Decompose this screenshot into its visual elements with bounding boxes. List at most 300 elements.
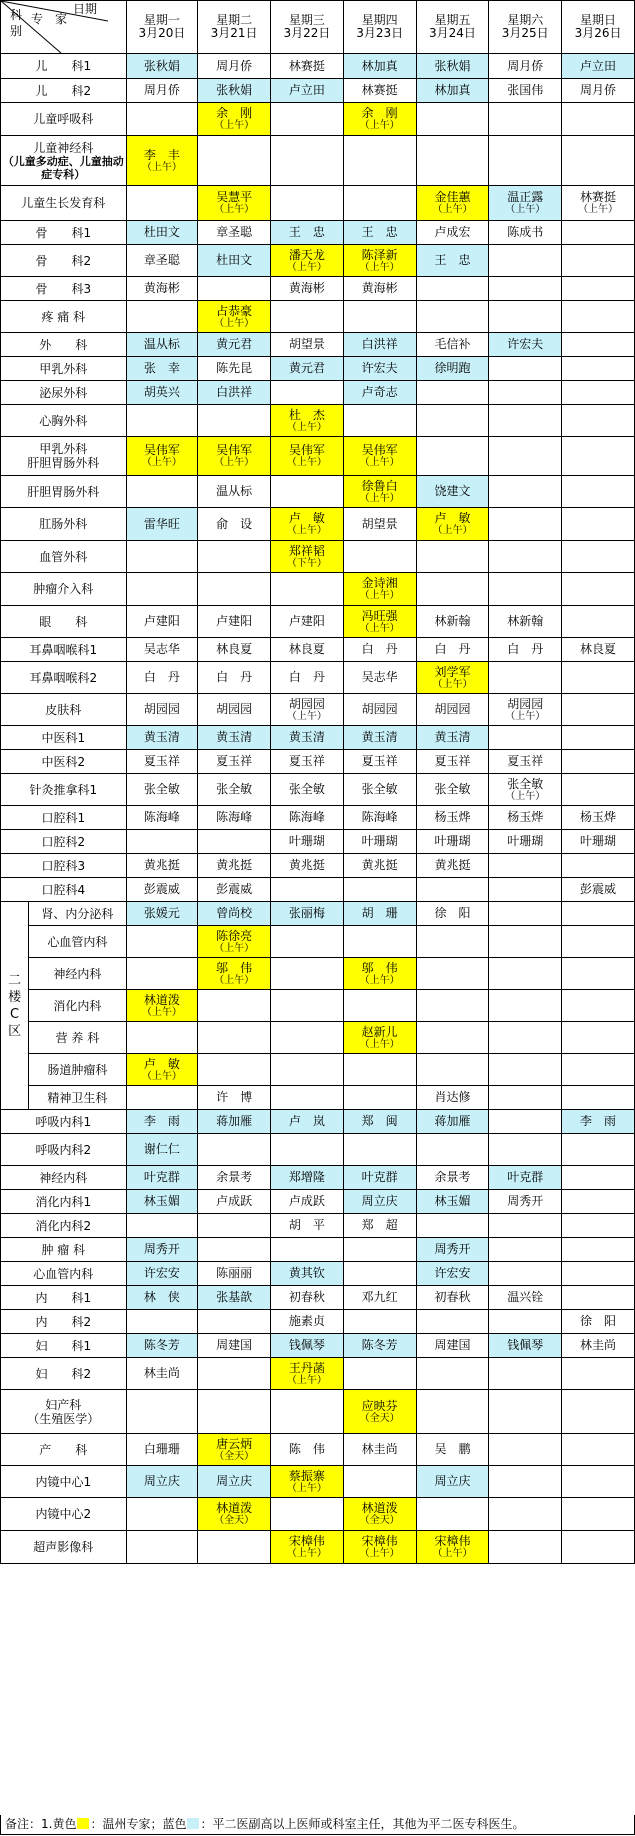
empty-cell: [126, 476, 198, 508]
empty-cell: [562, 926, 635, 958]
doctor-name: 温兴铨: [507, 1290, 544, 1304]
doctor-name: 张全敏: [143, 782, 180, 796]
doctor-cell: [343, 1166, 416, 1190]
doctor-cell: [198, 1334, 271, 1358]
doctor-cell: [126, 726, 198, 750]
doctor-name: 陈徐亮: [216, 928, 253, 943]
doctor-name: 林道泼: [143, 992, 180, 1007]
doctor-cell: [271, 1166, 344, 1190]
doctor-cell: [489, 221, 562, 245]
session-note: （上午）: [214, 204, 255, 215]
table-row: [1, 277, 635, 301]
empty-cell: [562, 1054, 635, 1086]
doctor-name: 张全敏: [361, 782, 398, 796]
doctor-cell: [126, 1190, 198, 1214]
session-note: （上午）: [359, 492, 400, 504]
doctor-cell: [343, 606, 416, 638]
doctor-cell: [198, 1498, 271, 1531]
empty-cell: [271, 1054, 344, 1086]
empty-cell: [126, 1390, 198, 1434]
doctor-cell: [271, 405, 344, 437]
doctor-name: 许 博: [216, 1090, 253, 1104]
empty-cell: [489, 1262, 562, 1286]
table-row: [1, 405, 635, 437]
doctor-name: 冯旺强: [361, 608, 398, 623]
table-row: [1, 750, 635, 774]
dept-cell: [29, 902, 126, 926]
day-header: [198, 1, 271, 54]
session-note: （上午）: [141, 457, 182, 468]
doctor-name: 黄兆挺: [434, 858, 471, 872]
empty-cell: [489, 1531, 562, 1564]
dept-name: 精神卫生科: [47, 1090, 108, 1105]
doctor-name: 王丹菡: [288, 1360, 325, 1375]
doctor-cell: [198, 606, 271, 638]
doctor-name: 白 丹: [143, 670, 180, 684]
session-note: （上午）: [359, 1548, 400, 1559]
session-note: （上午）: [141, 1006, 182, 1018]
empty-cell: [198, 1310, 271, 1334]
dept-name: 儿童呼吸科: [33, 112, 94, 126]
session-note: （上午）: [432, 678, 473, 690]
dept-name: 呼吸内科2: [35, 1142, 92, 1157]
dept-cell: [1, 405, 127, 437]
doctor-cell: [126, 508, 198, 541]
doctor-name: 彭震威: [216, 882, 253, 896]
doctor-name: 夏玉祥: [434, 754, 471, 768]
doctor-name: 卢 敏: [434, 511, 471, 525]
empty-cell: [416, 1022, 489, 1054]
doctor-cell: [489, 1166, 562, 1190]
doctor-name: 彭震威: [580, 882, 617, 896]
empty-cell: [126, 1022, 198, 1054]
doctor-name: 周月侨: [143, 83, 180, 97]
floor-group-label: [1, 902, 29, 1110]
empty-cell: [271, 573, 344, 606]
corner-dept-label: 科别: [9, 8, 22, 38]
empty-cell: [562, 573, 635, 606]
doctor-name: 陈海峰: [216, 810, 253, 824]
empty-cell: [489, 1054, 562, 1086]
day-header: [343, 1, 416, 54]
dept-cell: [1, 694, 127, 726]
empty-cell: [489, 573, 562, 606]
dept-name: 皮肤科: [45, 702, 82, 717]
doctor-name: 杨玉烨: [507, 810, 544, 824]
empty-cell: [343, 301, 416, 333]
doctor-cell: [126, 1286, 198, 1310]
doctor-name: 徐明跑: [434, 361, 471, 375]
table-row: [1, 958, 635, 990]
empty-cell: [489, 1110, 562, 1134]
doctor-cell: [271, 54, 344, 79]
empty-cell: [562, 774, 635, 806]
empty-cell: [271, 1498, 344, 1531]
doctor-name: 林赛挺: [361, 83, 398, 97]
doctor-name: 卢成跃: [288, 1194, 325, 1208]
dept-name: 中医科2: [41, 754, 86, 769]
date: 3月26日: [574, 26, 622, 40]
dept-cell: [1, 1434, 127, 1466]
doctor-cell: [126, 54, 198, 79]
doctor-name: 胡园园: [288, 696, 325, 711]
dept-cell: [1, 136, 127, 186]
empty-cell: [416, 958, 489, 990]
doctor-name: 杜田文: [143, 225, 180, 239]
empty-cell: [489, 1022, 562, 1054]
doctor-name: 黄兆挺: [288, 858, 325, 872]
doctor-cell: [489, 79, 562, 103]
session-note: （上午）: [141, 1070, 182, 1082]
dept-name: 肿瘤介入科: [33, 582, 94, 596]
table-row: [1, 54, 635, 79]
doctor-cell: [198, 878, 271, 902]
table-row: [1, 1238, 635, 1262]
doctor-cell: [271, 694, 344, 726]
table-row: [1, 541, 635, 573]
doctor-cell: [343, 79, 416, 103]
dept-name: 儿童神经科: [33, 140, 94, 155]
footer-prefix: 备注：1.黄色: [5, 1817, 77, 1831]
empty-cell: [562, 277, 635, 301]
doctor-cell: [343, 662, 416, 694]
table-row: [1, 1022, 635, 1054]
empty-cell: [271, 958, 344, 990]
dept-cell: [1, 277, 127, 301]
empty-cell: [126, 103, 198, 136]
dept-name: 中医科1: [41, 730, 86, 745]
doctor-name: 黄兆挺: [216, 858, 253, 872]
session-note: （全天）: [214, 1450, 255, 1462]
header-corner: [1, 1, 127, 54]
session-note: （上午）: [359, 974, 400, 986]
doctor-cell: [271, 1286, 344, 1310]
doctor-cell: [198, 186, 271, 221]
doctor-cell: [343, 1110, 416, 1134]
doctor-name: 卢成跃: [216, 1194, 253, 1208]
dept-cell: [1, 103, 127, 136]
doctor-name: 林加真: [434, 83, 471, 97]
weekday: 星期六: [507, 13, 544, 27]
doctor-name: 吴伟军: [288, 443, 325, 457]
doctor-name: 许宏安: [434, 1266, 471, 1280]
dept-name: 口腔科4: [41, 882, 86, 897]
doctor-cell: [198, 1466, 271, 1498]
doctor-cell: [271, 1466, 344, 1498]
day-header: [126, 1, 198, 54]
doctor-cell: [126, 854, 198, 878]
doctor-name: 张秋娟: [216, 83, 253, 97]
dept-name-line2: （生殖医学）: [27, 1411, 100, 1426]
dept-name: 肠道肿瘤科: [47, 1062, 108, 1077]
dept-cell: [1, 186, 127, 221]
doctor-name: 彭震威: [143, 882, 180, 896]
empty-cell: [271, 1086, 344, 1110]
doctor-name: 叶珊瑚: [288, 834, 325, 848]
session-note: （上午）: [214, 942, 255, 954]
dept-name: 妇 科1: [35, 1338, 92, 1353]
empty-cell: [489, 1086, 562, 1110]
doctor-cell: [343, 333, 416, 357]
doctor-name: 叶克群: [507, 1170, 544, 1184]
dept-name: 消化内科: [53, 998, 102, 1013]
dept-name: 消化内科2: [35, 1218, 92, 1233]
empty-cell: [562, 1086, 635, 1110]
doctor-cell: [416, 1334, 489, 1358]
doctor-name: 林玉媚: [143, 1194, 180, 1208]
doctor-name: 张秋娟: [143, 58, 180, 73]
doctor-name: 周立庆: [434, 1474, 471, 1488]
doctor-name: 郑增隆: [288, 1170, 325, 1184]
session-note: （上午）: [214, 317, 255, 329]
empty-cell: [489, 357, 562, 381]
empty-cell: [562, 476, 635, 508]
doctor-name: 白洪祥: [216, 385, 253, 399]
session-note: （上午）: [286, 525, 327, 536]
doctor-cell: [126, 1134, 198, 1166]
session-note: （上午）: [505, 204, 546, 215]
empty-cell: [198, 1022, 271, 1054]
doctor-cell: [271, 1531, 344, 1564]
doctor-name: 陈海峰: [288, 810, 325, 824]
doctor-cell: [271, 79, 344, 103]
doctor-name: 陈冬芳: [143, 1338, 180, 1352]
date: 3月20日: [138, 26, 186, 40]
doctor-name: 林良夏: [580, 642, 617, 656]
weekday: 星期日: [580, 13, 617, 27]
doctor-name: 夏玉祥: [507, 754, 544, 768]
doctor-cell: [343, 1190, 416, 1214]
doctor-name: 林道泼: [361, 1501, 398, 1515]
doctor-cell: [126, 638, 198, 662]
doctor-cell: [126, 662, 198, 694]
doctor-name: 卢 敏: [143, 1056, 180, 1071]
doctor-name: 林赛挺: [288, 58, 325, 73]
empty-cell: [198, 573, 271, 606]
doctor-cell: [198, 357, 271, 381]
day-header: [562, 1, 635, 54]
doctor-cell: [126, 990, 198, 1022]
doctor-name: 黄玉清: [288, 730, 325, 744]
doctor-cell: [271, 726, 344, 750]
dept-cell: [1, 381, 127, 405]
doctor-name: 周立庆: [361, 1194, 398, 1208]
dept-name: 内 科2: [35, 1314, 92, 1329]
table-row: [1, 662, 635, 694]
empty-cell: [126, 1214, 198, 1238]
doctor-cell: [271, 1358, 344, 1390]
doctor-name: 宋樟伟: [288, 1534, 325, 1548]
table-row: [1, 1286, 635, 1310]
empty-cell: [562, 1214, 635, 1238]
doctor-name: 黄其钦: [288, 1266, 325, 1280]
empty-cell: [489, 1310, 562, 1334]
empty-cell: [126, 405, 198, 437]
doctor-name: 邬 伟: [361, 960, 398, 975]
doctor-cell: [416, 333, 489, 357]
doctor-name: 李 丰: [143, 147, 180, 162]
empty-cell: [489, 381, 562, 405]
dept-name: 内镜中心2: [35, 1507, 92, 1521]
doctor-cell: [126, 136, 198, 186]
session-note: （上午）: [214, 120, 255, 131]
doctor-name: 李 雨: [580, 1114, 617, 1128]
empty-cell: [562, 221, 635, 245]
doctor-name: 温正露: [507, 190, 544, 204]
empty-cell: [562, 1166, 635, 1190]
empty-cell: [126, 1498, 198, 1531]
doctor-name: 章圣聪: [143, 253, 180, 267]
doctor-cell: [489, 1190, 562, 1214]
day-header: [416, 1, 489, 54]
doctor-name: 黄海彬: [143, 281, 180, 295]
doctor-name: 卢建阳: [288, 614, 325, 628]
blue-swatch: [187, 1818, 199, 1829]
doctor-cell: [271, 1190, 344, 1214]
doctor-name: 吴 鹏: [434, 1442, 471, 1456]
table-row: [1, 1190, 635, 1214]
empty-cell: [198, 1238, 271, 1262]
floor-group-text: 二楼C区: [8, 972, 22, 1039]
dept-name: 眼 科: [39, 614, 88, 629]
empty-cell: [271, 1390, 344, 1434]
doctor-name: 黄玉清: [434, 730, 471, 744]
empty-cell: [198, 1358, 271, 1390]
doctor-name: 周月侨: [507, 58, 544, 73]
doctor-cell: [489, 806, 562, 830]
empty-cell: [489, 1466, 562, 1498]
weekday: 星期二: [216, 13, 253, 27]
table-row: [1, 573, 635, 606]
doctor-cell: [416, 1238, 489, 1262]
table-row: [1, 726, 635, 750]
dept-subtitle: （儿童多动症、儿童抽动症专科）: [2, 154, 124, 181]
doctor-name: 陈丽丽: [216, 1266, 253, 1280]
table-row: [1, 79, 635, 103]
doctor-name: 宋樟伟: [434, 1534, 471, 1548]
doctor-name: 徐鲁白: [361, 478, 398, 493]
doctor-name: 张全敏: [507, 776, 544, 791]
doctor-name: 周立庆: [143, 1474, 180, 1488]
empty-cell: [198, 1054, 271, 1086]
empty-cell: [343, 541, 416, 573]
empty-cell: [562, 405, 635, 437]
dept-cell: [1, 1214, 127, 1238]
table-row: [1, 1390, 635, 1434]
dept-cell: [1, 1334, 127, 1358]
table-row: [1, 1166, 635, 1190]
doctor-name: 余景考: [216, 1170, 253, 1184]
doctor-cell: [416, 694, 489, 726]
empty-cell: [489, 1390, 562, 1434]
dept-name: 耳鼻咽喉科2: [29, 670, 98, 685]
doctor-cell: [416, 830, 489, 854]
doctor-cell: [562, 1110, 635, 1134]
doctor-name: 初春秋: [434, 1290, 471, 1304]
dept-name: 血管外科: [39, 549, 88, 564]
dept-cell: [1, 726, 127, 750]
doctor-name: 周秀开: [143, 1242, 180, 1256]
doctor-name: 胡 珊: [361, 906, 398, 920]
empty-cell: [489, 437, 562, 476]
doctor-cell: [343, 694, 416, 726]
empty-cell: [416, 1358, 489, 1390]
doctor-cell: [126, 878, 198, 902]
empty-cell: [489, 103, 562, 136]
doctor-name: 张 幸: [143, 361, 180, 375]
doctor-cell: [126, 1238, 198, 1262]
doctor-cell: [416, 54, 489, 79]
doctor-name: 林圭尚: [361, 1442, 398, 1456]
doctor-name: 叶珊瑚: [361, 834, 398, 848]
table-row: [1, 245, 635, 277]
doctor-name: 林赛挺: [580, 190, 617, 204]
table-row: [1, 437, 635, 476]
empty-cell: [343, 1134, 416, 1166]
doctor-cell: [126, 806, 198, 830]
doctor-name: 黄兆挺: [361, 858, 398, 872]
weekday: 星期一: [143, 13, 180, 27]
table-row: [1, 103, 635, 136]
empty-cell: [489, 854, 562, 878]
doctor-cell: [416, 606, 489, 638]
doctor-cell: [271, 606, 344, 638]
doctor-cell: [343, 726, 416, 750]
table-row: [1, 854, 635, 878]
doctor-name: 叶珊瑚: [580, 834, 617, 848]
empty-cell: [416, 136, 489, 186]
session-note: （上午）: [214, 974, 255, 986]
empty-cell: [562, 136, 635, 186]
dept-cell: [1, 878, 127, 902]
doctor-name: 林圭尚: [143, 1366, 180, 1380]
doctor-cell: [416, 1531, 489, 1564]
doctor-name: 钱佩琴: [507, 1338, 544, 1352]
empty-cell: [198, 1390, 271, 1434]
doctor-name: 陈泽新: [361, 247, 398, 262]
dept-name: 肿 瘤 科: [41, 1242, 86, 1257]
dept-cell: [1, 662, 127, 694]
empty-cell: [416, 541, 489, 573]
empty-cell: [562, 301, 635, 333]
doctor-cell: [126, 774, 198, 806]
doctor-cell: [416, 662, 489, 694]
date: 3月21日: [210, 26, 258, 40]
doctor-name: 李 雨: [143, 1114, 180, 1128]
empty-cell: [562, 333, 635, 357]
empty-cell: [489, 1358, 562, 1390]
doctor-name: 白 丹: [361, 642, 398, 656]
session-note: （上午）: [286, 710, 327, 722]
empty-cell: [489, 662, 562, 694]
doctor-cell: [271, 1334, 344, 1358]
doctor-name: 林新翰: [434, 614, 471, 628]
session-note: （上午）: [359, 590, 400, 601]
doctor-cell: [416, 854, 489, 878]
doctor-cell: [126, 750, 198, 774]
doctor-cell: [343, 437, 416, 476]
doctor-cell: [126, 357, 198, 381]
empty-cell: [562, 541, 635, 573]
empty-cell: [126, 1531, 198, 1564]
doctor-name: 吴伟军: [361, 443, 398, 457]
doctor-cell: [489, 1334, 562, 1358]
empty-cell: [343, 878, 416, 902]
table-row: [1, 1334, 635, 1358]
empty-cell: [343, 926, 416, 958]
dept-name: 营 养 科: [55, 1030, 100, 1045]
doctor-cell: [271, 902, 344, 926]
